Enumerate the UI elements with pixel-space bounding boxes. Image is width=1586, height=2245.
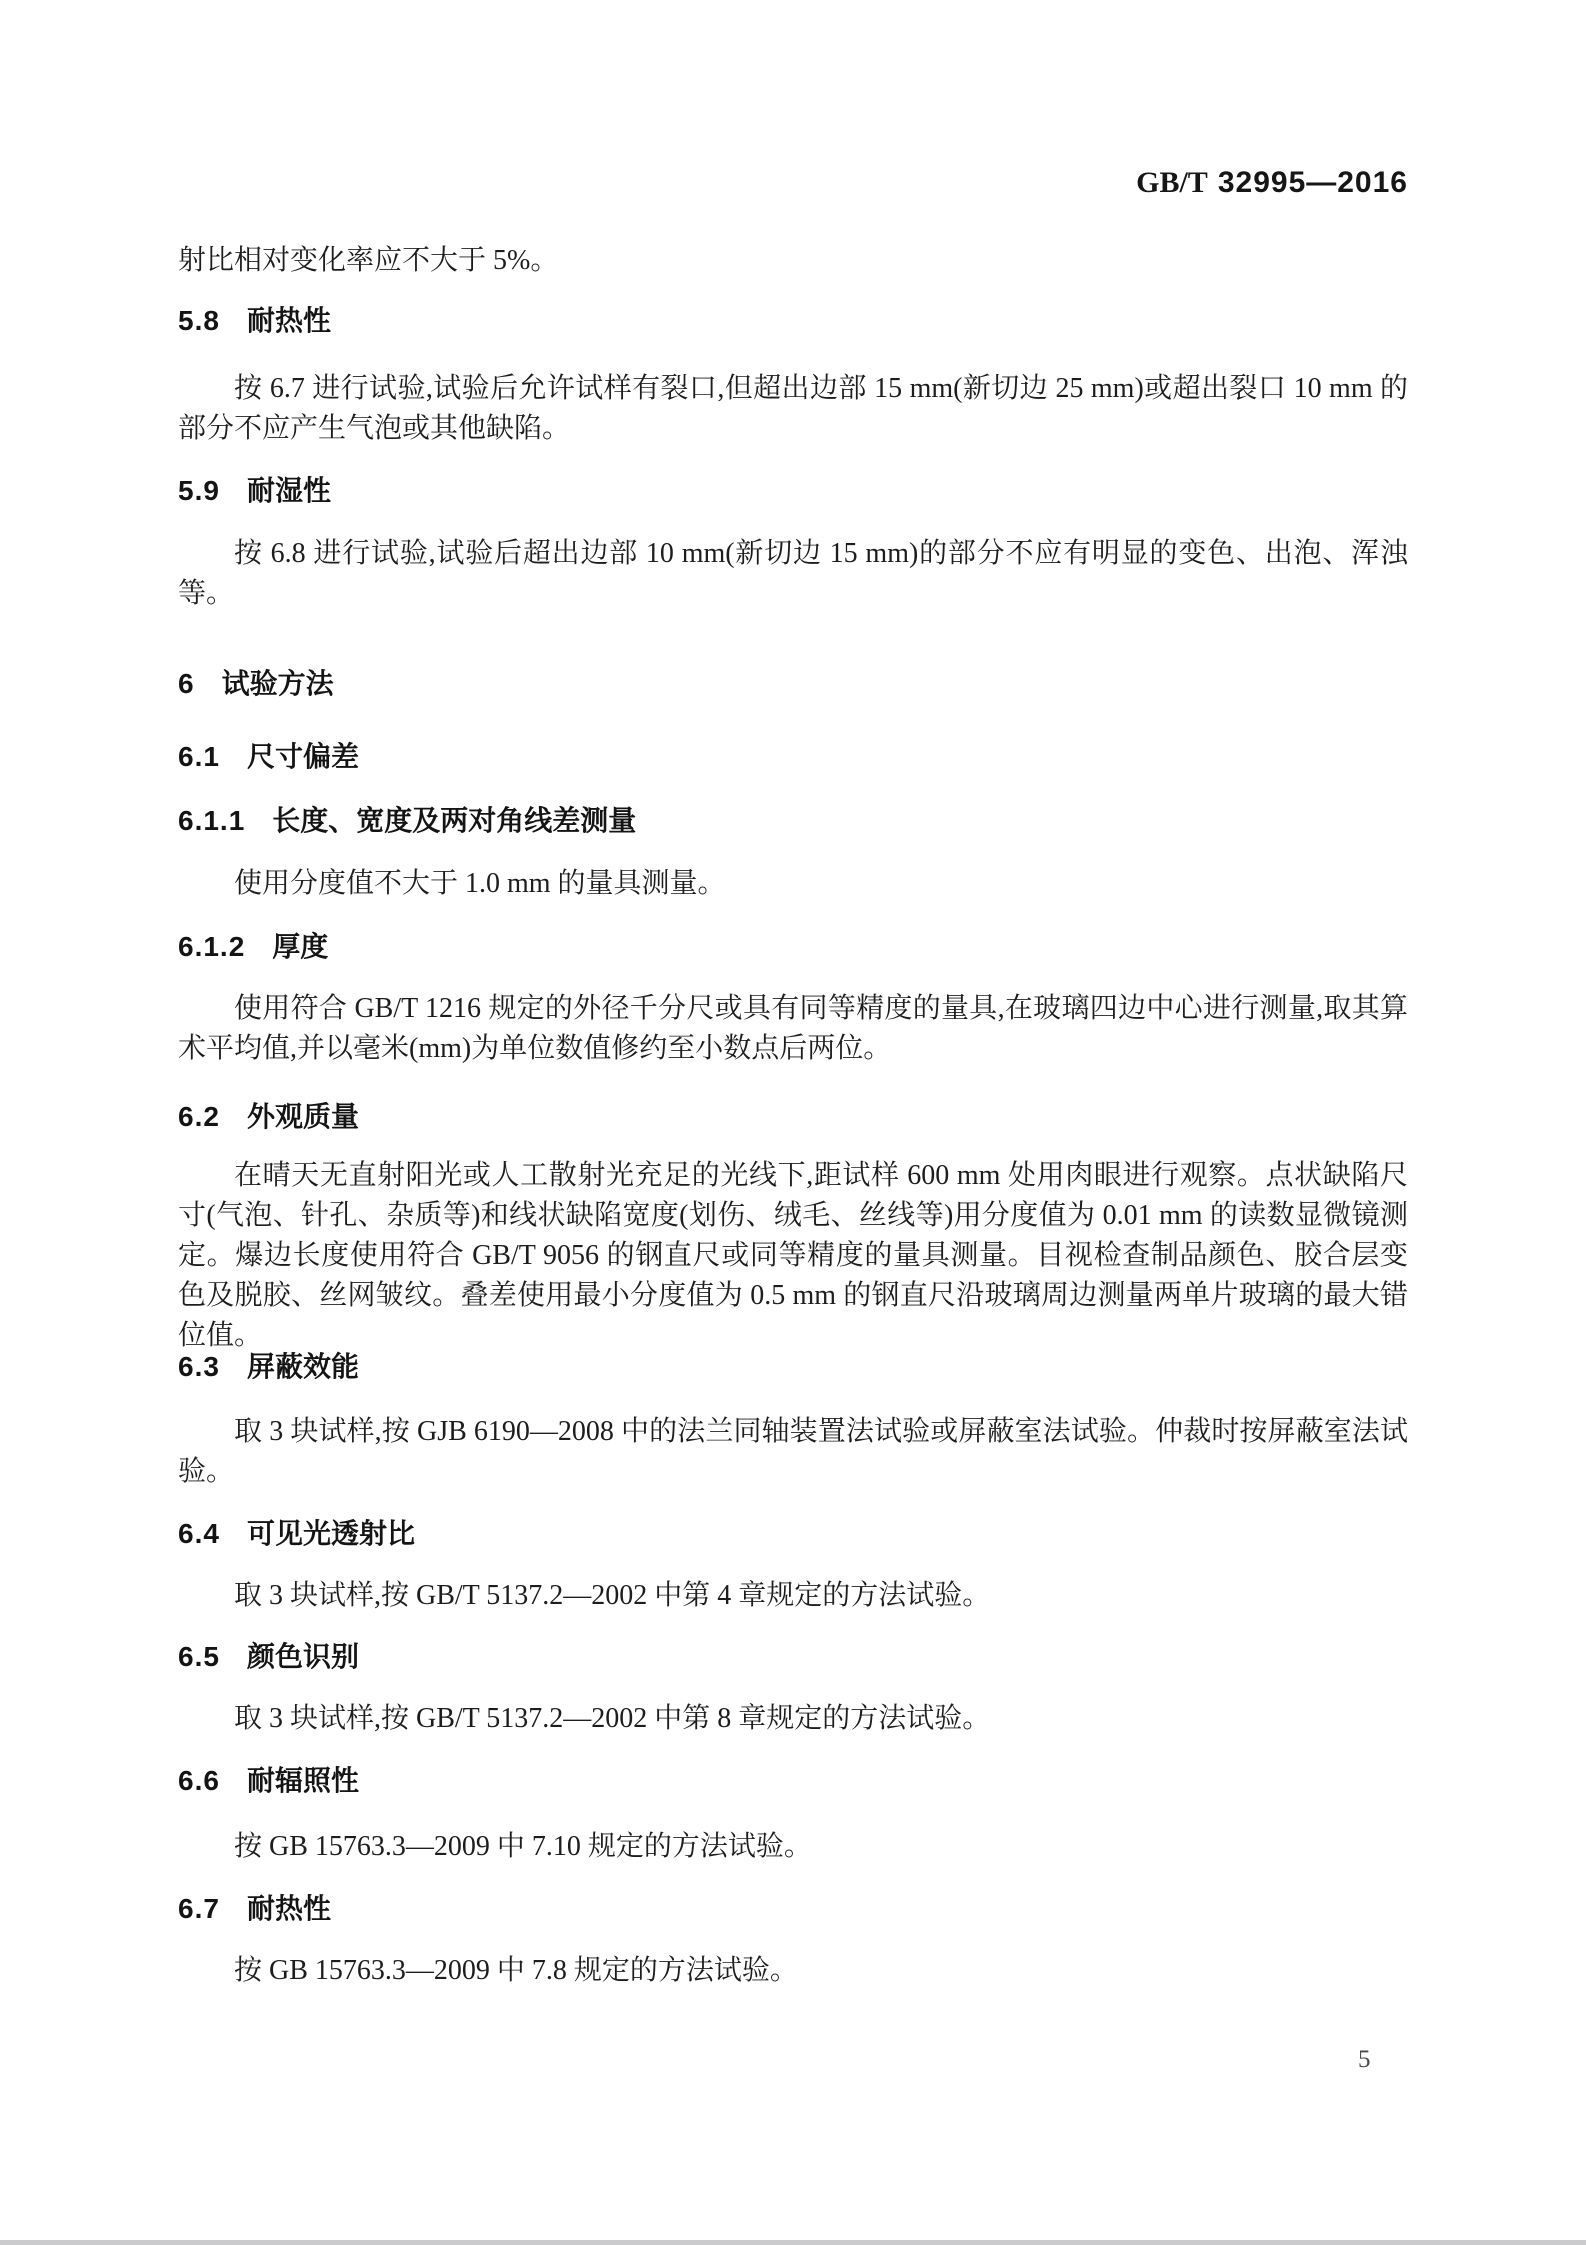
section-number: 6.7 (178, 1893, 220, 1924)
section-number: 5.8 (178, 305, 220, 336)
section-number: 6.1.1 (178, 805, 246, 836)
section-heading-6-1-1 (178, 801, 636, 841)
section-paragraph: 按 6.7 进行试验,试验后允许试样有裂口,但超出边部 15 mm(新切边 25 mm)或超出裂口 10 mm 的部分不应产生气泡或其他缺陷。 (178, 373, 1408, 444)
section-paragraph: 按 GB 15763.3—2009 中 7.10 规定的方法试验。 (234, 1831, 812, 1862)
section-title: 耐辐照性 (246, 1765, 359, 1796)
section-heading-6-7 (178, 1889, 331, 1929)
section-heading-6-3 (178, 1347, 359, 1387)
section-title: 尺寸偏差 (246, 741, 359, 772)
section-number: 6.2 (178, 1101, 220, 1132)
page-number: 5 (1358, 2046, 1371, 2073)
section-number: 6.6 (178, 1765, 220, 1796)
section-heading-6-2 (178, 1097, 359, 1137)
page-scan-edge (0, 2240, 1586, 2245)
section-paragraph: 取 3 块试样,按 GB/T 5137.2—2002 中第 8 章规定的方法试验。 (234, 1703, 991, 1734)
section-title: 耐湿性 (246, 475, 331, 506)
chapter-heading-6 (178, 664, 334, 704)
section-paragraph: 使用符合 GB/T 1216 规定的外径千分尺或具有同等精度的量具,在玻璃四边中心进行测量,取其算术平均值,并以毫米(mm)为单位数值修约至小数点后两位。 (178, 993, 1408, 1064)
section-title: 试验方法 (221, 668, 334, 699)
section-heading-6-4 (178, 1514, 415, 1554)
section-number: 6.1.2 (178, 931, 246, 962)
standard-code-number: 32995—2016 (1217, 166, 1408, 199)
section-title: 可见光透射比 (246, 1518, 415, 1549)
section-number: 6 (178, 668, 195, 699)
standard-code-header (1136, 163, 1408, 203)
section-title: 耐热性 (246, 305, 331, 336)
section-heading-5-8 (178, 301, 331, 341)
section-paragraph: 使用分度值不大于 1.0 mm 的量具测量。 (234, 868, 726, 899)
section-number: 6.5 (178, 1641, 220, 1672)
section-heading-5-9 (178, 471, 331, 511)
section-title: 颜色识别 (246, 1641, 359, 1672)
section-heading-6-1-2 (178, 927, 328, 967)
section-paragraph: 按 6.8 进行试验,试验后超出边部 10 mm(新切边 15 mm)的部分不应有明显的变色、出泡、浑浊等。 (178, 538, 1408, 609)
section-title: 外观质量 (246, 1101, 359, 1132)
section-heading-6-1 (178, 737, 359, 777)
section-number: 6.4 (178, 1518, 220, 1549)
section-heading-6-6 (178, 1761, 359, 1801)
section-number: 6.1 (178, 741, 220, 772)
section-title: 耐热性 (246, 1893, 331, 1924)
section-number: 5.9 (178, 475, 220, 506)
standard-code-prefix: GB/T (1136, 166, 1208, 199)
section-paragraph: 取 3 块试样,按 GJB 6190—2008 中的法兰同轴装置法试验或屏蔽室法试验。仲裁时按屏蔽室法试验。 (178, 1416, 1408, 1487)
paragraph-continuation: 射比相对变化率应不大于 5%。 (178, 245, 559, 276)
section-number: 6.3 (178, 1351, 220, 1382)
section-heading-6-5 (178, 1637, 359, 1677)
section-paragraph: 在晴天无直射阳光或人工散射光充足的光线下,距试样 600 mm 处用肉眼进行观察。点状缺陷尺寸(气泡、针孔、杂质等)和线状缺陷宽度(划伤、绒毛、丝线等)用分度值为 0.01 mm 的读数显微镜测定。爆边长度使用符合 GB/T 9056 的钢直尺或同等精度的量具测量。目视检查制品颜色、胶合层变色及脱胶、丝网皱纹。叠差使用最小分度值为 0.5 mm 的钢直尺沿玻璃周边测量两单片玻璃的最大错位值。 (178, 1160, 1408, 1351)
section-paragraph: 按 GB 15763.3—2009 中 7.8 规定的方法试验。 (234, 1955, 798, 1986)
section-title: 长度、宽度及两对角线差测量 (272, 805, 637, 836)
section-paragraph: 取 3 块试样,按 GB/T 5137.2—2002 中第 4 章规定的方法试验。 (234, 1580, 991, 1611)
section-title: 厚度 (272, 931, 329, 962)
section-title: 屏蔽效能 (246, 1351, 359, 1382)
